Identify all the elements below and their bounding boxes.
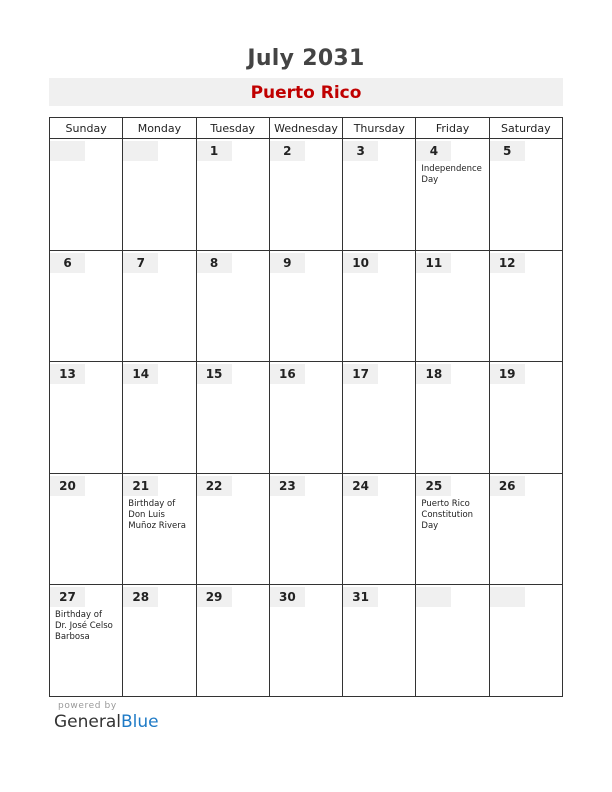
week-row — [50, 250, 563, 362]
week-row — [50, 139, 563, 251]
calendar-title: July 2031 — [247, 46, 365, 71]
country-name: Puerto Rico — [250, 83, 362, 103]
day-number: 7 — [123, 253, 158, 273]
day-cell[interactable] — [269, 250, 342, 362]
day-number: 3 — [343, 141, 378, 161]
day-cell[interactable] — [489, 362, 562, 474]
weekday-saturday: Saturday — [489, 118, 562, 139]
day-number: 27 — [50, 587, 85, 607]
day-number: 2 — [270, 141, 305, 161]
day-cell[interactable] — [196, 139, 269, 251]
day-cell[interactable] — [123, 250, 196, 362]
weekday-tuesday: Tuesday — [196, 118, 269, 139]
country-banner — [49, 78, 563, 106]
day-number — [50, 141, 85, 161]
day-number: 17 — [343, 364, 378, 384]
day-cell[interactable] — [123, 473, 196, 585]
day-cell[interactable] — [123, 362, 196, 474]
day-number — [490, 587, 525, 607]
day-cell[interactable] — [50, 585, 123, 697]
day-cell[interactable] — [489, 139, 562, 251]
day-cell[interactable] — [269, 585, 342, 697]
weekday-friday: Friday — [416, 118, 489, 139]
day-number — [416, 587, 451, 607]
day-cell[interactable] — [416, 250, 489, 362]
day-cell[interactable] — [50, 250, 123, 362]
day-cell[interactable] — [343, 250, 416, 362]
day-number: 14 — [123, 364, 158, 384]
day-number: 28 — [123, 587, 158, 607]
day-cell[interactable] — [343, 473, 416, 585]
day-cell[interactable] — [343, 585, 416, 697]
day-cell[interactable] — [123, 139, 196, 251]
day-number: 21 — [123, 476, 158, 496]
week-row — [50, 362, 563, 474]
day-number: 1 — [197, 141, 232, 161]
day-number: 4 — [416, 141, 451, 161]
day-number: 22 — [197, 476, 232, 496]
day-cell[interactable] — [416, 473, 489, 585]
day-number: 26 — [490, 476, 525, 496]
day-number — [123, 141, 158, 161]
day-number: 15 — [197, 364, 232, 384]
day-cell[interactable] — [50, 139, 123, 251]
day-cell[interactable] — [196, 473, 269, 585]
day-cell[interactable] — [489, 473, 562, 585]
day-cell[interactable] — [416, 362, 489, 474]
day-cell[interactable] — [489, 585, 562, 697]
day-cell[interactable] — [269, 139, 342, 251]
day-cell[interactable] — [196, 250, 269, 362]
day-number: 20 — [50, 476, 85, 496]
day-cell[interactable] — [123, 585, 196, 697]
logo-blue-text: Blue — [121, 712, 159, 732]
weekday-wednesday: Wednesday — [269, 118, 342, 139]
day-number: 13 — [50, 364, 85, 384]
day-cell[interactable] — [343, 139, 416, 251]
weekday-sunday: Sunday — [50, 118, 123, 139]
week-row — [50, 473, 563, 585]
day-cell[interactable] — [50, 473, 123, 585]
day-cell[interactable] — [269, 362, 342, 474]
week-row — [50, 585, 563, 697]
weekday-monday: Monday — [123, 118, 196, 139]
day-cell[interactable] — [196, 585, 269, 697]
day-cell[interactable] — [489, 250, 562, 362]
day-number: 8 — [197, 253, 232, 273]
day-number: 30 — [270, 587, 305, 607]
day-cell[interactable] — [416, 585, 489, 697]
weekday-header-row — [50, 118, 563, 139]
day-number: 25 — [416, 476, 451, 496]
day-number: 9 — [270, 253, 305, 273]
day-cell[interactable] — [50, 362, 123, 474]
day-number: 5 — [490, 141, 525, 161]
weekday-thursday: Thursday — [343, 118, 416, 139]
holiday-label: Puerto Rico Constitution Day — [421, 498, 474, 531]
holiday-label: Independence Day — [421, 164, 482, 185]
day-number: 31 — [343, 587, 378, 607]
day-cell[interactable] — [416, 139, 489, 251]
generalblue-logo[interactable] — [54, 712, 159, 732]
day-cell[interactable] — [269, 473, 342, 585]
day-number: 12 — [490, 253, 525, 273]
day-number: 10 — [343, 253, 378, 273]
powered-by-text: powered by — [58, 701, 117, 711]
holiday-label: Birthday of Don Luis Muñoz Rivera — [128, 498, 186, 531]
day-number: 11 — [416, 253, 451, 273]
day-cell[interactable] — [343, 362, 416, 474]
calendar-grid — [49, 117, 563, 697]
day-number: 6 — [50, 253, 85, 273]
day-number: 19 — [490, 364, 525, 384]
day-number: 16 — [270, 364, 305, 384]
day-number: 29 — [197, 587, 232, 607]
logo-general-text: General — [54, 712, 121, 732]
day-cell[interactable] — [196, 362, 269, 474]
holiday-label: Birthday of Dr. José Celso Barbosa — [55, 610, 113, 643]
day-number: 24 — [343, 476, 378, 496]
day-number: 23 — [270, 476, 305, 496]
day-number: 18 — [416, 364, 451, 384]
